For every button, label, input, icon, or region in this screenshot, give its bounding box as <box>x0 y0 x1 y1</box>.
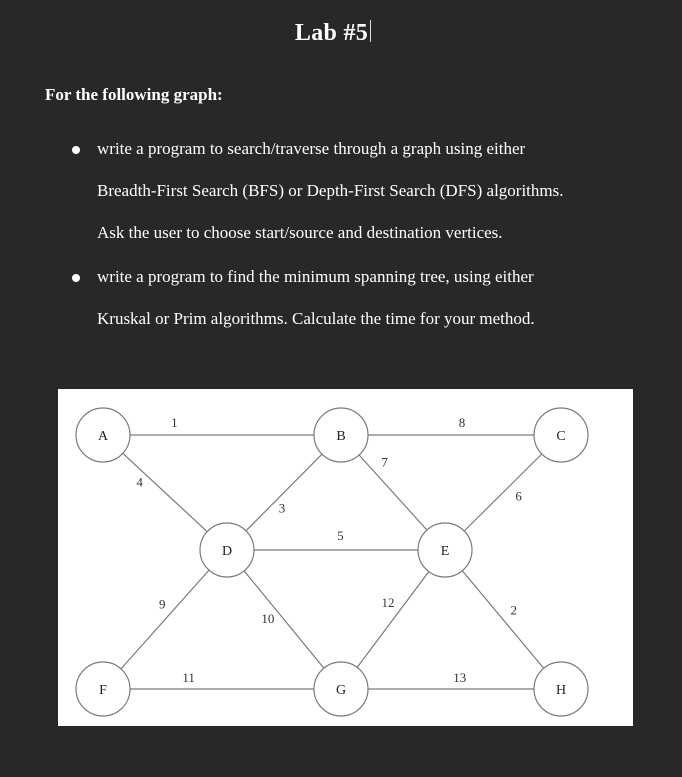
node-b <box>314 408 368 462</box>
edge-e-h <box>462 571 543 669</box>
node-label: E <box>440 544 450 559</box>
task-line: Kruskal or Prim algorithms. Calculate the time for your method. <box>97 309 535 328</box>
edge-weight-a-b: 1 <box>171 415 178 430</box>
edge-g-e <box>357 572 429 668</box>
graph-figure <box>58 389 633 726</box>
edge-weight-b-e: 7 <box>381 454 388 470</box>
node-g <box>314 662 368 716</box>
edge-weight-e-c: 6 <box>515 488 522 504</box>
node-label: G <box>335 683 347 698</box>
node-label: C <box>556 429 566 444</box>
node-label: D <box>221 544 233 559</box>
node-c <box>534 408 588 462</box>
edge-weight-g-e: 12 <box>381 594 395 610</box>
bullet-icon <box>72 146 80 154</box>
edge-weight-d-e: 5 <box>337 528 344 543</box>
node-f <box>76 662 130 716</box>
edge-a-d <box>123 453 207 531</box>
task-line: Breadth-First Search (BFS) or Depth-First Search (DFS) algorithms. <box>97 181 564 200</box>
node-label: F <box>99 683 107 698</box>
edge-weight-g-h: 13 <box>453 670 467 685</box>
edge-weight-e-h: 2 <box>510 602 517 618</box>
node-label: H <box>555 683 567 698</box>
node-h <box>534 662 588 716</box>
edge-weight-f-d: 9 <box>158 596 166 612</box>
graph-diagram <box>58 389 633 726</box>
edge-weight-b-c: 8 <box>458 415 466 430</box>
edge-e-c <box>464 454 542 531</box>
bullet-icon <box>72 274 80 282</box>
edge-weight-f-g: 11 <box>182 670 195 685</box>
edge-weight-a-d: 4 <box>136 474 143 490</box>
edge-weight-d-b: 3 <box>278 500 286 516</box>
edge-weight-d-g: 10 <box>261 610 275 626</box>
page-title <box>0 20 666 47</box>
page-title-text: Lab #5 <box>294 20 369 46</box>
text-cursor <box>370 20 371 42</box>
node-label: B <box>336 429 346 444</box>
edge-d-b <box>246 454 322 531</box>
edge-b-e <box>359 455 427 530</box>
task-line: Ask the user to choose start/source and destination vertices. <box>97 223 503 242</box>
node-e <box>418 523 472 577</box>
node-label: A <box>97 429 109 444</box>
edge-d-g <box>244 571 324 668</box>
task-line: write a program to find the minimum spanning tree, using either <box>97 267 534 286</box>
intro-heading: For the following graph: <box>45 85 223 104</box>
node-d <box>200 523 254 577</box>
task-line: write a program to search/traverse through a graph using either <box>97 139 526 158</box>
node-a <box>76 408 130 462</box>
edge-f-d <box>121 570 209 669</box>
